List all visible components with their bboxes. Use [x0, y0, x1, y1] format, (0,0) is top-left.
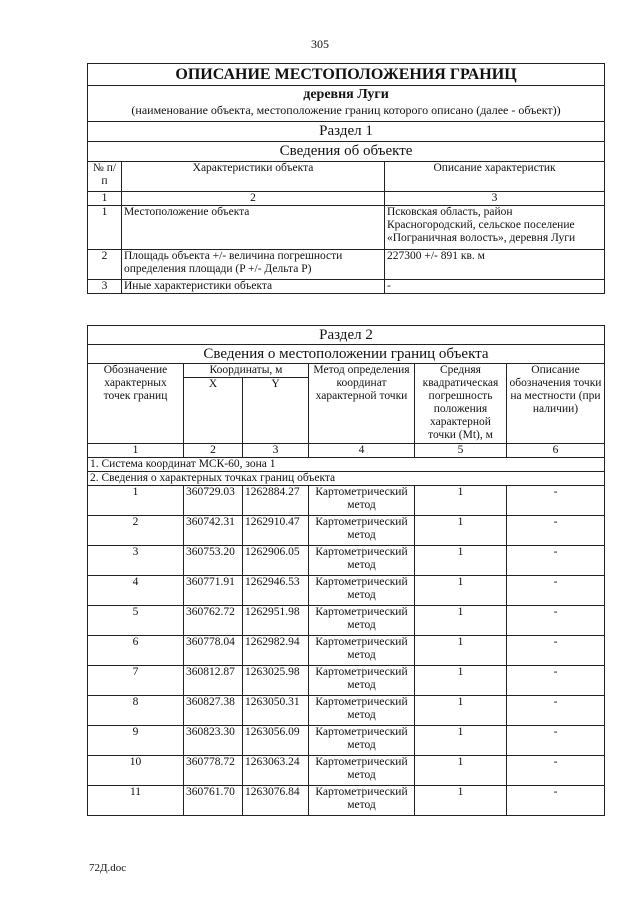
coord-x: 360761.70: [184, 786, 243, 816]
location-description: -: [507, 786, 605, 816]
object-name: деревня Луги: [88, 86, 605, 104]
coord-y: 1262906.05: [243, 546, 309, 576]
col-number-header: № п/п: [88, 162, 122, 192]
location-description: -: [507, 486, 605, 516]
section1-title: Сведения об объекте: [88, 142, 605, 162]
table-row: [88, 756, 605, 786]
coord-x: 360827.38: [184, 696, 243, 726]
table-row: [88, 280, 605, 294]
accuracy: 1: [415, 666, 507, 696]
file-name: 72Д.doc: [89, 862, 127, 874]
location-description: -: [507, 696, 605, 726]
row-characteristic: Иные характеристики объекта: [122, 280, 385, 294]
location-description: -: [507, 606, 605, 636]
col-num: 2: [122, 192, 385, 206]
col-num: 4: [309, 444, 415, 458]
col-num: 3: [243, 444, 309, 458]
col-y-header: Y: [243, 378, 309, 444]
coord-x: 360812.87: [184, 666, 243, 696]
col-characteristic-header: Характеристики объекта: [122, 162, 385, 192]
coord-y: 1262946.53: [243, 576, 309, 606]
col-point-header: Обозначение характерных точек границ: [88, 364, 184, 444]
points-header: 2. Сведения о характерных точках границ объекта: [88, 472, 605, 486]
document-title: ОПИСАНИЕ МЕСТОПОЛОЖЕНИЯ ГРАНИЦ: [88, 64, 605, 86]
location-description: -: [507, 636, 605, 666]
method: Картометрический метод: [309, 786, 415, 816]
coord-y: 1262884.27: [243, 486, 309, 516]
point-number: 2: [88, 516, 184, 546]
method: Картометрический метод: [309, 696, 415, 726]
point-number: 6: [88, 636, 184, 666]
method: Картометрический метод: [309, 726, 415, 756]
col-num: 6: [507, 444, 605, 458]
col-num: 3: [385, 192, 605, 206]
accuracy: 1: [415, 636, 507, 666]
object-info-table: [87, 63, 605, 294]
col-num: 5: [415, 444, 507, 458]
method: Картометрический метод: [309, 486, 415, 516]
method: Картометрический метод: [309, 606, 415, 636]
point-number: 11: [88, 786, 184, 816]
location-description: -: [507, 756, 605, 786]
coord-x: 360778.04: [184, 636, 243, 666]
table-row: [88, 576, 605, 606]
section2-label: Раздел 2: [88, 326, 605, 345]
accuracy: 1: [415, 696, 507, 726]
coord-x: 360742.31: [184, 516, 243, 546]
accuracy: 1: [415, 516, 507, 546]
coord-x: 360729.03: [184, 486, 243, 516]
table-row: [88, 250, 605, 280]
coordinate-system: 1. Система координат МСК-60, зона 1: [88, 458, 605, 472]
coord-y: 1263050.31: [243, 696, 309, 726]
method: Картометрический метод: [309, 756, 415, 786]
col-x-header: X: [184, 378, 243, 444]
coord-x: 360771.91: [184, 576, 243, 606]
row-number: 3: [88, 280, 122, 294]
point-number: 1: [88, 486, 184, 516]
table-row: [88, 696, 605, 726]
accuracy: 1: [415, 546, 507, 576]
method: Картометрический метод: [309, 636, 415, 666]
accuracy: 1: [415, 606, 507, 636]
table-row: [88, 486, 605, 516]
coord-x: 360762.72: [184, 606, 243, 636]
col-coords-header: Координаты, м: [184, 364, 309, 378]
coord-x: 360753.20: [184, 546, 243, 576]
point-number: 8: [88, 696, 184, 726]
row-description: 227300 +/- 891 кв. м: [385, 250, 605, 280]
point-number: 4: [88, 576, 184, 606]
col-num: 1: [88, 192, 122, 206]
coord-y: 1262951.98: [243, 606, 309, 636]
coord-y: 1263063.24: [243, 756, 309, 786]
coord-x: 360823.30: [184, 726, 243, 756]
row-description: Псковская область, район Красногородский, сельское поселение «Пограничная волость», деревня Луги: [385, 206, 605, 250]
table-row: [88, 516, 605, 546]
method: Картометрический метод: [309, 546, 415, 576]
table-row: [88, 546, 605, 576]
coord-y: 1263076.84: [243, 786, 309, 816]
table-row: [88, 666, 605, 696]
table-row: [88, 206, 605, 250]
accuracy: 1: [415, 756, 507, 786]
accuracy: 1: [415, 786, 507, 816]
object-note: (наименование объекта, местоположение границ которого описано (далее - объект)): [88, 103, 605, 122]
section1-label: Раздел 1: [88, 122, 605, 142]
accuracy: 1: [415, 486, 507, 516]
row-number: 1: [88, 206, 122, 250]
location-description: -: [507, 576, 605, 606]
coord-y: 1262910.47: [243, 516, 309, 546]
table-row: [88, 636, 605, 666]
point-number: 3: [88, 546, 184, 576]
point-number: 10: [88, 756, 184, 786]
page-number: 305: [311, 37, 329, 51]
table-row: [88, 726, 605, 756]
row-number: 2: [88, 250, 122, 280]
point-number: 7: [88, 666, 184, 696]
col-method-header: Метод определения координат характерной точки: [309, 364, 415, 444]
coord-y: 1263056.09: [243, 726, 309, 756]
col-accuracy-header: Средняя квадратическая погрешность положения характерной точки (Mt), м: [415, 364, 507, 444]
location-description: -: [507, 726, 605, 756]
accuracy: 1: [415, 576, 507, 606]
row-characteristic: Местоположение объекта: [122, 206, 385, 250]
coord-y: 1262982.94: [243, 636, 309, 666]
point-number: 5: [88, 606, 184, 636]
location-description: -: [507, 546, 605, 576]
coord-x: 360778.72: [184, 756, 243, 786]
col-location-description-header: Описание обозначения точки на местности (при наличии): [507, 364, 605, 444]
coord-y: 1263025.98: [243, 666, 309, 696]
row-description: -: [385, 280, 605, 294]
boundary-points-table: [87, 325, 605, 816]
table-row: [88, 786, 605, 816]
point-number: 9: [88, 726, 184, 756]
location-description: -: [507, 516, 605, 546]
method: Картометрический метод: [309, 516, 415, 546]
method: Картометрический метод: [309, 576, 415, 606]
col-num: 1: [88, 444, 184, 458]
table-row: [88, 606, 605, 636]
accuracy: 1: [415, 726, 507, 756]
location-description: -: [507, 666, 605, 696]
col-num: 2: [184, 444, 243, 458]
section2-title: Сведения о местоположении границ объекта: [88, 345, 605, 364]
row-characteristic: Площадь объекта +/- величина погрешности определения площади (P +/- Дельта P): [122, 250, 385, 280]
method: Картометрический метод: [309, 666, 415, 696]
col-description-header: Описание характеристик: [385, 162, 605, 192]
